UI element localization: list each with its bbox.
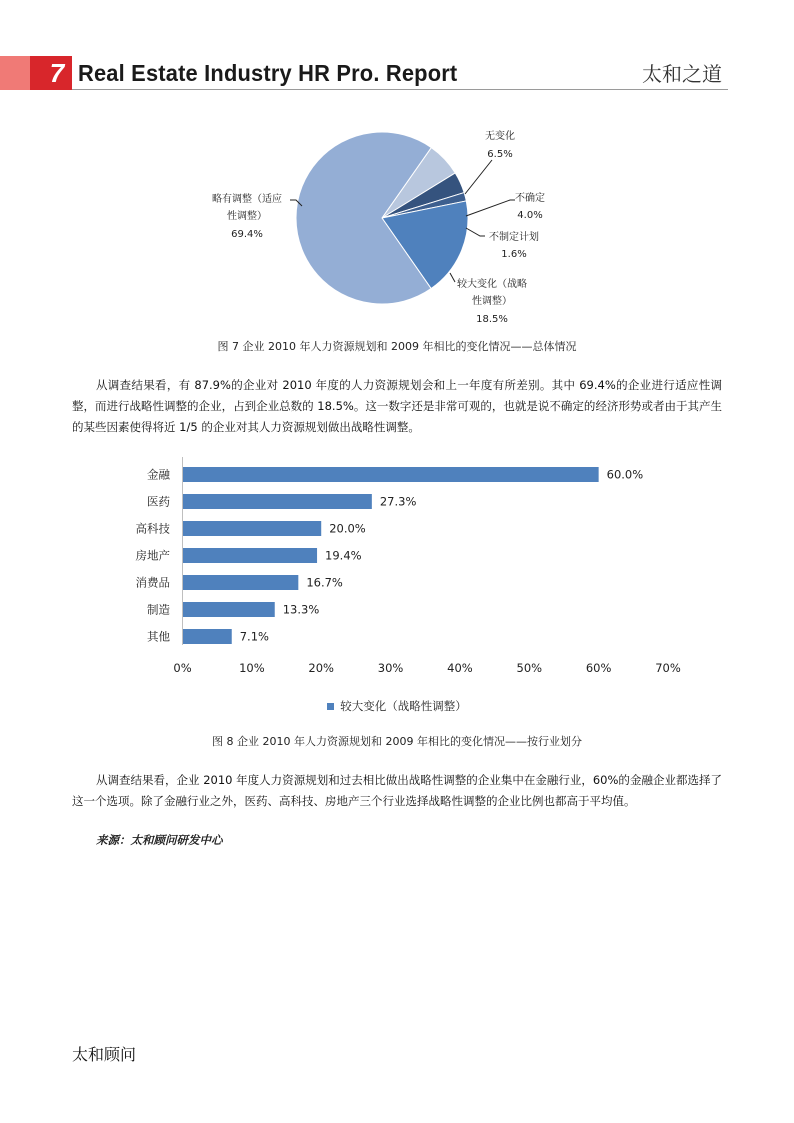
legend-label: 较大变化（战略性调整）	[340, 699, 467, 713]
pie-label-major-line1: 较大变化（战略	[457, 279, 527, 290]
bar-value-label: 16.7%	[306, 575, 343, 590]
pie-value-no-change: 6.5%	[487, 149, 513, 160]
bar-value-label: 27.3%	[379, 494, 417, 509]
pie-value-minor: 69.4%	[231, 229, 263, 240]
x-tick-label: 70%	[655, 661, 681, 675]
pie-value-no-plan: 1.6%	[501, 249, 527, 260]
bar-category-label: 医药	[147, 494, 170, 509]
bar-value-label: 19.4%	[325, 548, 362, 563]
bar-category-label: 房地产	[135, 548, 170, 563]
bar-value-label: 60.0%	[606, 467, 644, 482]
x-tick-label: 60%	[585, 661, 612, 675]
pie-label-minor-line1: 略有调整（适应	[212, 194, 282, 205]
bar	[183, 629, 232, 644]
bar-value-label: 20.0%	[329, 521, 366, 536]
figure-8-caption: 图 8 企业 2010 年人力资源规划和 2009 年相比的变化情况——按行业划分	[212, 735, 582, 748]
page-header	[0, 0, 794, 100]
page-number: 7	[49, 58, 65, 88]
leader-no-plan	[466, 228, 485, 236]
pie-label-uncertain: 不确定	[515, 193, 545, 204]
bar	[183, 494, 372, 509]
bar-value-label: 13.3%	[282, 602, 320, 617]
bar-value-label: 7.1%	[239, 629, 269, 644]
source-note: 来源：太和顾问研发中心	[96, 833, 223, 847]
header-divider	[72, 89, 728, 90]
header-red-accent	[0, 56, 30, 90]
paragraph-2: 从调查结果看，企业 2010 年度人力资源规划和过去相比做出战略性调整的企业集中在金融行业，60%的金融企业都选择了这一个选项。除了金融行业之外，医药、高科技、房地产三个行业选择战略性调整的企业比例也都高于平均值。	[72, 773, 722, 808]
paragraph-1: 从调查结果看，有 87.9%的企业对 2010 年度的人力资源规划会和上一年度有所差别。其中 69.4%的企业进行适应性调整，而进行战略性调整的企业，占到企业总数的 18.5%。这一数字还是非常可观的，也就是说不确定的经济形势或者由于其产生的某些因素使得将近 1/5 的企业对其人力资源规划做出战略性调整。	[72, 378, 722, 434]
legend-swatch	[327, 703, 334, 710]
bar-legend	[0, 698, 794, 714]
pie-label-no-change: 无变化	[485, 131, 515, 142]
pie-slices	[296, 132, 468, 304]
pie-label-no-plan: 不制定计划	[489, 232, 539, 243]
figure-7-caption: 图 7 企业 2010 年人力资源规划和 2009 年相比的变化情况——总体情况	[217, 340, 577, 353]
pie-value-uncertain: 4.0%	[517, 210, 543, 221]
x-tick-label: 30%	[377, 661, 404, 675]
leader-no-change	[465, 160, 492, 194]
report-title: Real Estate Industry HR Pro. Report	[78, 60, 458, 86]
pie-value-major: 18.5%	[476, 314, 508, 325]
bar-category-label: 高科技	[135, 521, 170, 536]
bar-group	[136, 467, 681, 675]
x-tick-label: 40%	[447, 661, 473, 675]
pie-label-minor-line2: 性调整）	[227, 211, 267, 222]
leader-major-change	[450, 273, 455, 282]
footer-brand: 太和顾问	[72, 1045, 137, 1064]
bar-category-label: 制造	[147, 602, 170, 617]
x-tick-label: 0%	[173, 661, 192, 675]
x-tick-label: 10%	[239, 661, 265, 675]
leader-uncertain	[466, 200, 515, 216]
bar	[183, 602, 275, 617]
bar-category-label: 其他	[147, 629, 170, 644]
bar	[183, 548, 318, 563]
bar-chart	[0, 455, 794, 685]
bar-category-label: 金融	[147, 467, 170, 482]
bar	[183, 467, 599, 482]
bar	[183, 575, 299, 590]
pie-chart	[0, 110, 794, 335]
bar	[183, 521, 322, 536]
x-tick-label: 20%	[308, 661, 334, 675]
header-brand: 太和之道	[642, 62, 722, 86]
bar-category-label: 消费品	[135, 575, 170, 590]
x-tick-label: 50%	[516, 661, 543, 675]
pie-label-major-line2: 性调整）	[472, 296, 512, 307]
